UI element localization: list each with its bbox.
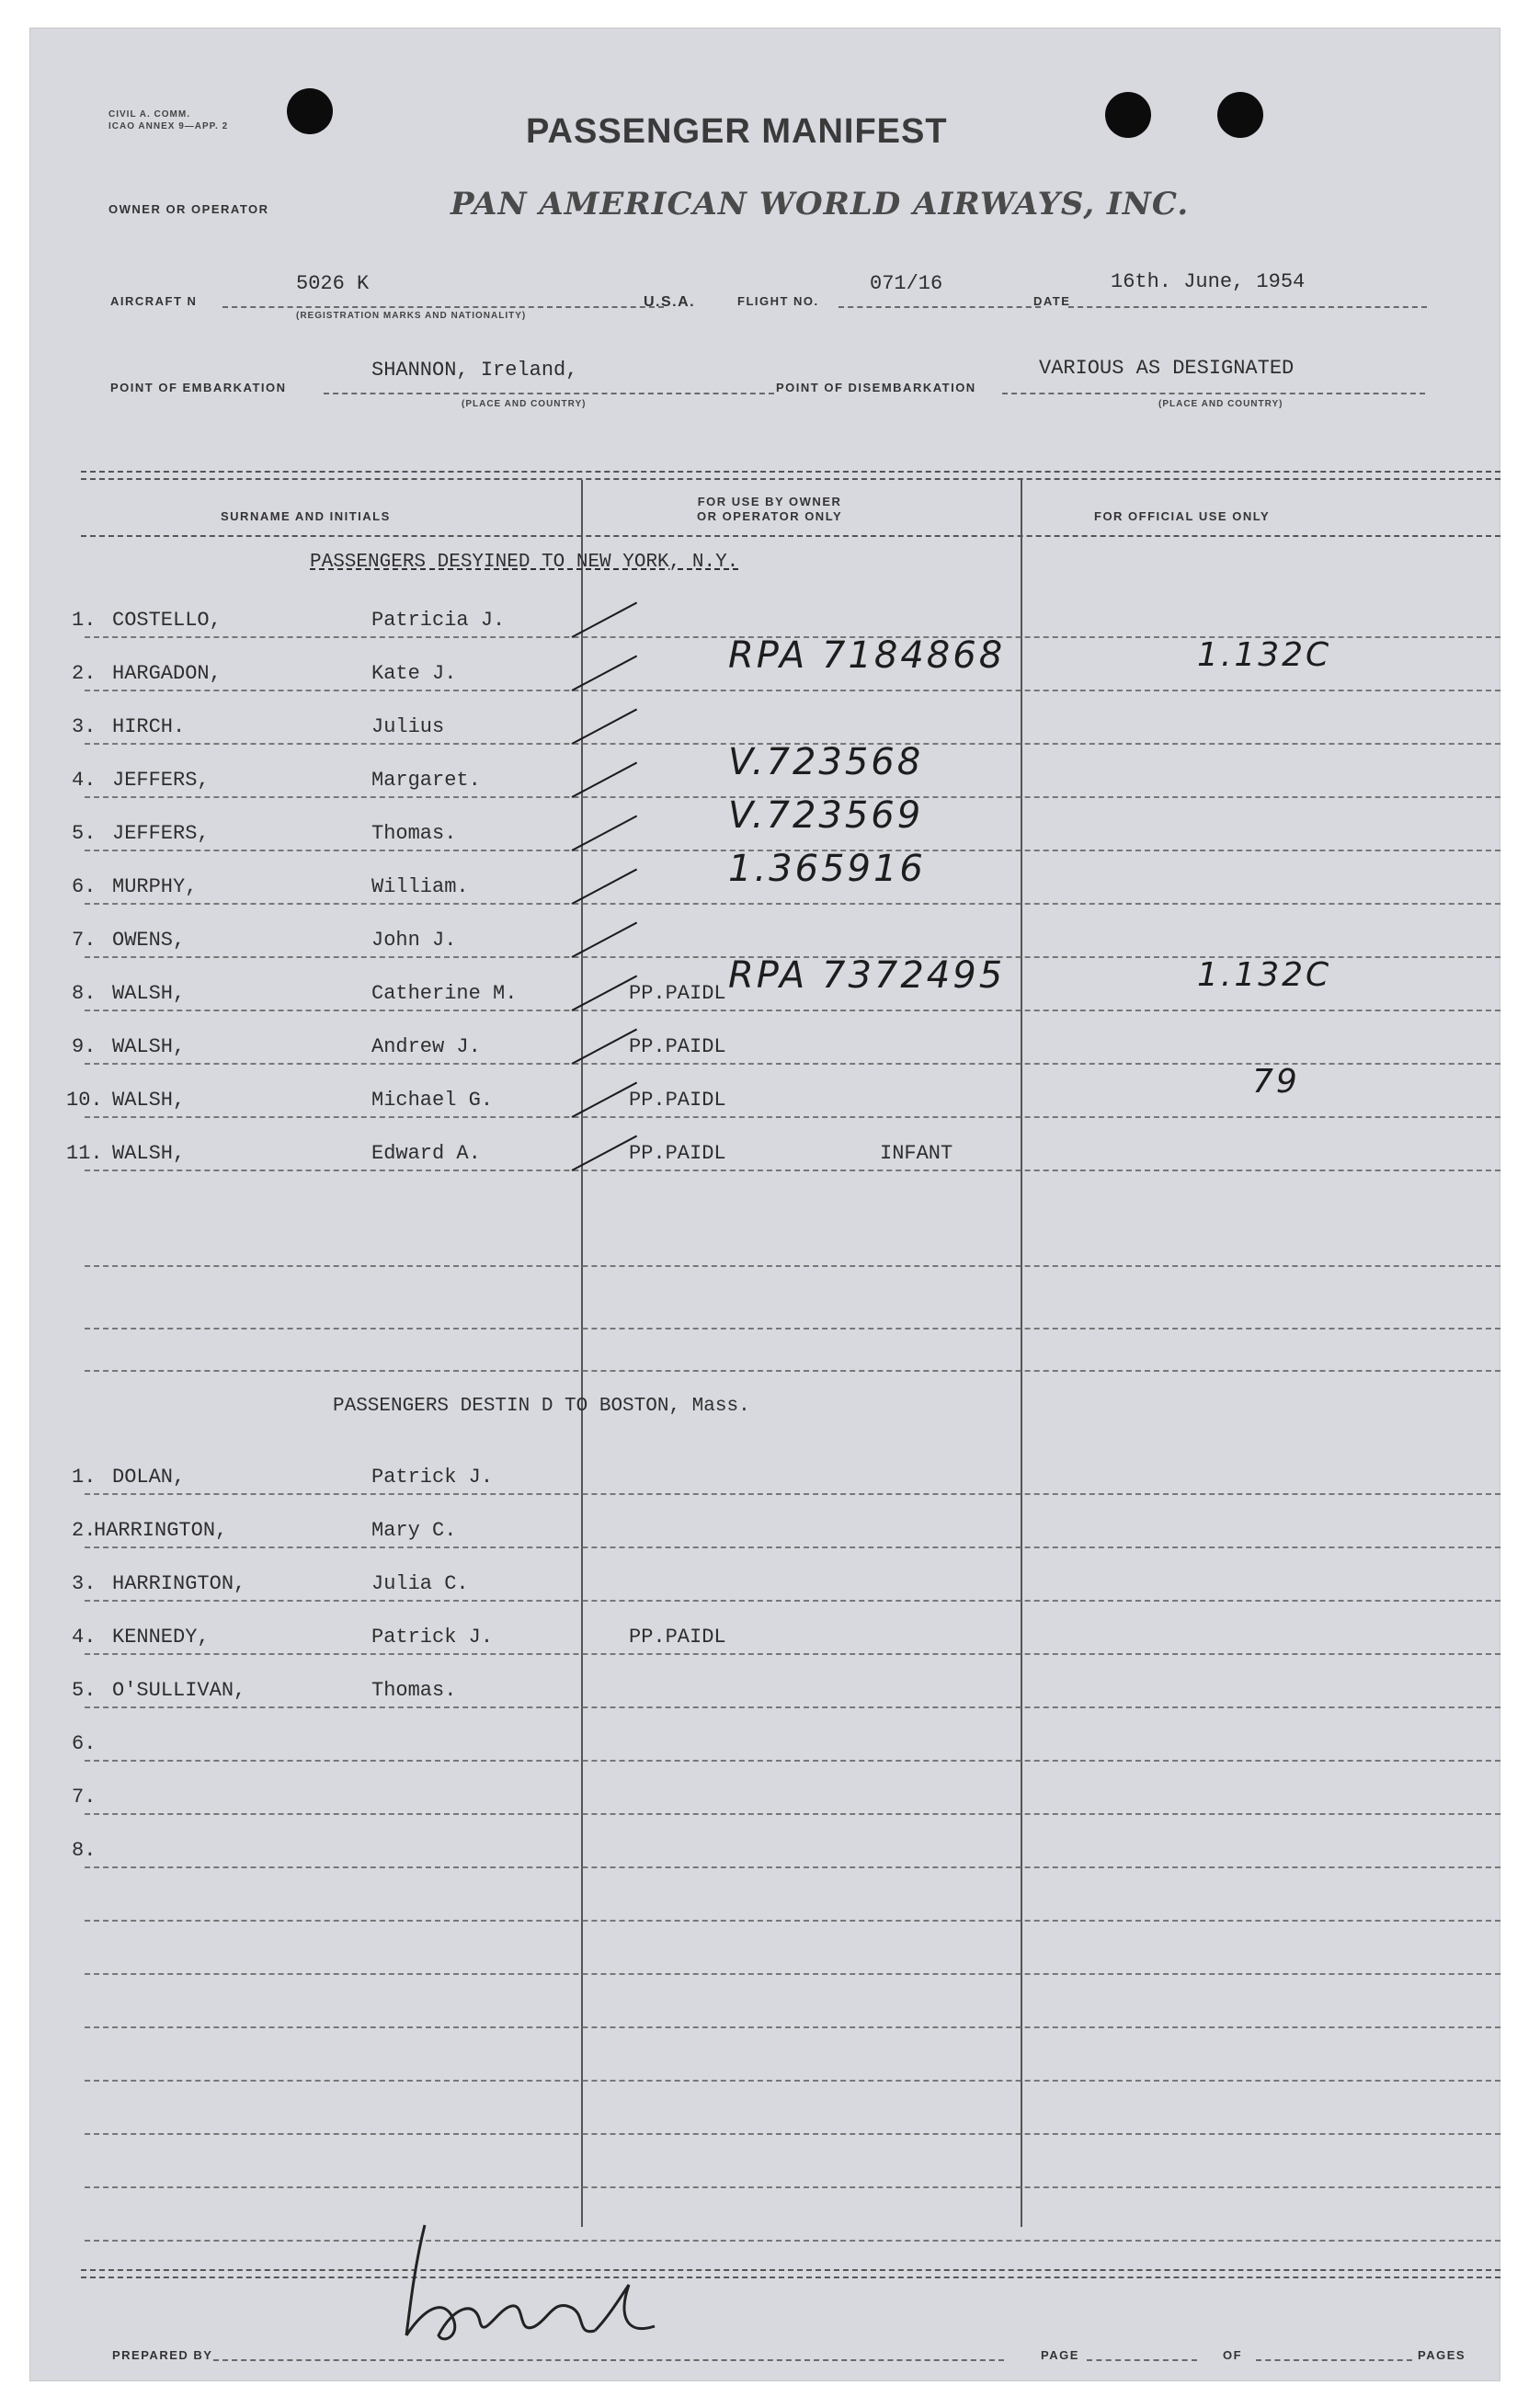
- passenger-given-name: Patrick J.: [371, 1466, 494, 1489]
- page-line: [1087, 2359, 1197, 2361]
- row-underline: [85, 1170, 1500, 1171]
- disembark-note: (PLACE AND COUNTRY): [1158, 399, 1283, 409]
- passenger-surname: WALSH,: [112, 982, 186, 1005]
- row-underline: [85, 1973, 1500, 1975]
- owner-remark: PP.PAIDL: [629, 1089, 726, 1112]
- row-underline: [85, 1370, 1500, 1372]
- row-underline: [85, 2080, 1500, 2082]
- embark-note: (PLACE AND COUNTRY): [462, 399, 587, 409]
- disembark-underline: [1002, 393, 1425, 394]
- row-underline: [85, 903, 1500, 905]
- signature: [388, 2197, 691, 2354]
- section-heading-new-york: PASSENGERS DESYINED TO NEW YORK, N.Y.: [310, 552, 739, 573]
- row-number: 5.: [72, 1679, 97, 1702]
- column-divider: [581, 480, 583, 2227]
- passenger-surname: OWENS,: [112, 929, 186, 952]
- row-underline: [85, 1546, 1500, 1548]
- flight-value: 071/16: [870, 272, 943, 295]
- passenger-surname: MURPHY,: [112, 875, 198, 898]
- punch-hole: [1217, 92, 1263, 138]
- passenger-surname: HARGADON,: [112, 662, 222, 685]
- row-underline: [85, 2240, 1500, 2242]
- row-underline: [85, 2026, 1500, 2028]
- row-underline: [85, 1010, 1500, 1011]
- row-number: 3.: [72, 715, 97, 738]
- column-divider: [1021, 480, 1022, 2227]
- row-underline: [85, 2186, 1500, 2188]
- table-top-rule: [81, 471, 1500, 473]
- row-number: 1.: [72, 1466, 97, 1489]
- pages-label: PAGES: [1418, 2348, 1466, 2362]
- owner-remark: PP.PAIDL: [629, 982, 726, 1005]
- of-line: [1256, 2359, 1412, 2361]
- row-number: 6.: [72, 1732, 97, 1755]
- row-underline: [85, 1706, 1500, 1708]
- owner-remark: PP.PAIDL: [629, 1626, 726, 1649]
- embark-underline: [324, 393, 774, 394]
- date-value: 16th. June, 1954: [1111, 270, 1306, 293]
- row-underline: [85, 1653, 1500, 1655]
- official-annotation: 1.132C: [1197, 636, 1332, 674]
- row-underline: [85, 1116, 1500, 1118]
- row-number: 3.: [72, 1572, 97, 1595]
- passenger-surname: COSTELLO,: [112, 609, 222, 632]
- date-underline: [1068, 306, 1427, 308]
- passenger-given-name: Michael G.: [371, 1089, 494, 1112]
- of-label: OF: [1223, 2348, 1243, 2362]
- row-number: 2.: [72, 1519, 97, 1542]
- row-underline: [85, 1813, 1500, 1815]
- prepared-by-line: [213, 2359, 1004, 2361]
- owner-remark: PP.PAIDL: [629, 1142, 726, 1165]
- handwritten-number: RPA 7184868: [728, 634, 1006, 677]
- column-header-surname: SURNAME AND INITIALS: [221, 509, 391, 523]
- passenger-given-name: Julius: [371, 715, 445, 738]
- row-underline: [85, 1265, 1500, 1267]
- row-number: 8.: [72, 982, 97, 1005]
- row-number: 4.: [72, 769, 97, 792]
- passenger-given-name: Andrew J.: [371, 1035, 481, 1058]
- passenger-surname: JEFFERS,: [112, 822, 210, 845]
- page-title: PASSENGER MANIFEST: [526, 112, 948, 151]
- table-bottom-rule-2: [81, 2277, 1500, 2278]
- passenger-surname: HARRINGTON,: [112, 1572, 246, 1595]
- row-number: 8.: [72, 1839, 97, 1862]
- handwritten-number: 1.365916: [728, 848, 926, 890]
- passenger-given-name: Mary C.: [371, 1519, 457, 1542]
- passenger-given-name: Patricia J.: [371, 609, 506, 632]
- row-underline: [85, 2133, 1500, 2135]
- row-underline: [85, 690, 1500, 691]
- passenger-given-name: Patrick J.: [371, 1626, 494, 1649]
- aircraft-value: 5026 K: [296, 272, 370, 295]
- passenger-surname: WALSH,: [112, 1035, 186, 1058]
- header-bottom-rule: [81, 535, 1500, 537]
- embark-label: POINT OF EMBARKATION: [110, 381, 287, 394]
- owner-remark: PP.PAIDL: [629, 1035, 726, 1058]
- row-number: 2.: [72, 662, 97, 685]
- passenger-surname: KENNEDY,: [112, 1626, 210, 1649]
- row-number: 11.: [66, 1142, 103, 1165]
- passenger-given-name: Thomas.: [371, 822, 457, 845]
- row-underline: [85, 1493, 1500, 1495]
- row-number: 7.: [72, 929, 97, 952]
- passenger-surname: HIRCH.: [112, 715, 186, 738]
- passenger-surname: O'SULLIVAN,: [112, 1679, 246, 1702]
- disembark-label: POINT OF DISEMBARKATION: [776, 381, 976, 394]
- nationality: U.S.A.: [644, 294, 696, 310]
- row-number: 6.: [72, 875, 97, 898]
- passenger-given-name: Catherine M.: [371, 982, 518, 1005]
- embark-value: SHANNON, Ireland,: [371, 359, 578, 382]
- passenger-surname: DOLAN,: [112, 1466, 186, 1489]
- aircraft-note: (REGISTRATION MARKS AND NATIONALITY): [296, 311, 527, 321]
- row-number: 7.: [72, 1786, 97, 1809]
- row-number: 4.: [72, 1626, 97, 1649]
- official-annotation: 79: [1252, 1063, 1300, 1101]
- row-number: 10.: [66, 1089, 103, 1112]
- aircraft-underline: [222, 306, 664, 308]
- passenger-surname: WALSH,: [112, 1142, 186, 1165]
- handwritten-number: RPA 7372495: [728, 954, 1006, 997]
- table-bottom-rule: [81, 2269, 1500, 2271]
- row-number: 9.: [72, 1035, 97, 1058]
- passenger-given-name: Kate J.: [371, 662, 457, 685]
- flight-underline: [838, 306, 1041, 308]
- form-reference: CIVIL A. COMM. ICAO ANNEX 9—APP. 2: [108, 109, 229, 131]
- owner-label: OWNER OR OPERATOR: [108, 202, 269, 216]
- aircraft-label: AIRCRAFT N: [110, 294, 198, 308]
- infant-note: INFANT: [880, 1142, 953, 1165]
- date-label: DATE: [1033, 294, 1071, 308]
- handwritten-number: V.723568: [728, 741, 924, 783]
- column-header-official: FOR OFFICIAL USE ONLY: [1094, 509, 1271, 523]
- passenger-given-name: William.: [371, 875, 469, 898]
- passenger-given-name: Thomas.: [371, 1679, 457, 1702]
- passenger-given-name: John J.: [371, 929, 457, 952]
- flight-label: FLIGHT NO.: [737, 294, 819, 308]
- row-underline: [85, 1866, 1500, 1868]
- prepared-by-label: PREPARED BY: [112, 2348, 213, 2362]
- row-underline: [85, 1920, 1500, 1922]
- punch-hole: [287, 88, 333, 134]
- page-label: PAGE: [1041, 2348, 1079, 2362]
- row-underline: [85, 1760, 1500, 1762]
- passenger-given-name: Margaret.: [371, 769, 481, 792]
- column-header-owner-use: FOR USE BY OWNER OR OPERATOR ONLY: [697, 495, 843, 523]
- section-heading-boston: PASSENGERS DESTIN D TO BOSTON, Mass.: [333, 1396, 750, 1417]
- row-number: 1.: [72, 609, 97, 632]
- row-underline: [85, 1328, 1500, 1330]
- passenger-given-name: Edward A.: [371, 1142, 481, 1165]
- passenger-surname: JEFFERS,: [112, 769, 210, 792]
- manifest-sheet: [29, 28, 1500, 2381]
- passenger-surname: WALSH,: [112, 1089, 186, 1112]
- official-annotation: 1.132C: [1197, 956, 1332, 994]
- handwritten-number: V.723569: [728, 794, 924, 837]
- disembark-value: VARIOUS AS DESIGNATED: [1039, 357, 1295, 380]
- punch-hole: [1105, 92, 1151, 138]
- passenger-given-name: Julia C.: [371, 1572, 469, 1595]
- table-top-rule-2: [81, 478, 1500, 480]
- owner-value: PAN AMERICAN WORLD AIRWAYS, INC.: [451, 186, 1190, 223]
- row-number: 5.: [72, 822, 97, 845]
- row-underline: [85, 1600, 1500, 1602]
- passenger-surname: HARRINGTON,: [94, 1519, 228, 1542]
